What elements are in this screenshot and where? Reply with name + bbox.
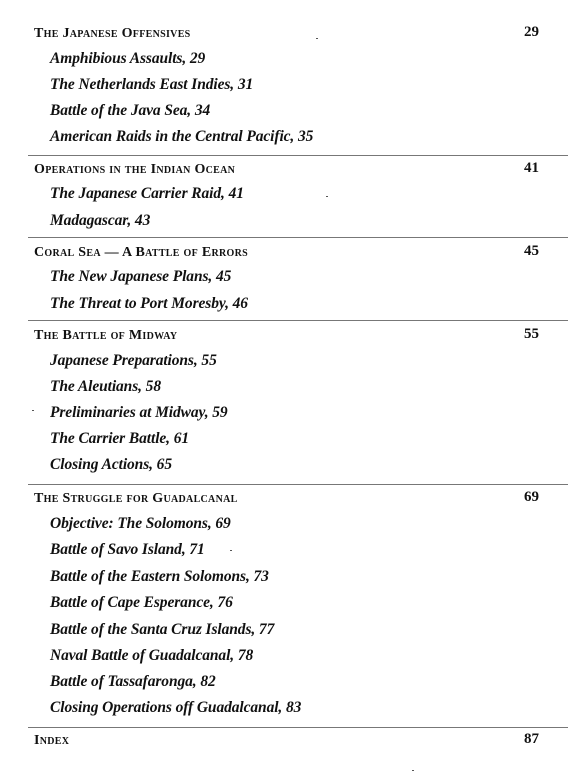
chapter-page-number: 41 [524, 160, 539, 176]
chapter-heading [34, 243, 539, 265]
scan-speck [316, 38, 318, 39]
chapter-title: The Battle of Midway [34, 328, 178, 343]
scan-speck [32, 410, 34, 411]
section-entry: Battle of Savo Island, 71 [50, 541, 205, 558]
chapter-title: The Struggle for Guadalcanal [34, 491, 238, 506]
section-divider [28, 155, 568, 156]
section-entry: Naval Battle of Guadalcanal, 78 [50, 647, 254, 664]
section-divider [28, 237, 568, 238]
section-entry: The Netherlands East Indies, 31 [50, 76, 254, 93]
section-entry: Objective: The Solomons, 69 [50, 515, 231, 532]
section-entry: Madagascar, 43 [50, 212, 151, 229]
section-entry: American Raids in the Central Pacific, 35 [50, 128, 314, 145]
chapter-page-number: 29 [524, 24, 539, 40]
section-entry: Closing Actions, 65 [50, 456, 172, 473]
section-entry: Battle of Cape Esperance, 76 [50, 594, 233, 611]
section-divider [28, 727, 568, 728]
section-entry: Closing Operations off Guadalcanal, 83 [50, 699, 302, 716]
section-entry: The New Japanese Plans, 45 [50, 268, 232, 285]
scan-speck [230, 550, 232, 551]
chapter-heading [34, 160, 539, 182]
section-entry: The Carrier Battle, 61 [50, 430, 190, 447]
chapter-heading [34, 24, 539, 46]
chapter-page-number: 87 [524, 731, 539, 747]
section-divider [28, 320, 568, 321]
scan-speck [326, 196, 328, 197]
chapter-page-number: 55 [524, 326, 539, 342]
chapter-page-number: 69 [524, 489, 539, 505]
chapter-title: The Japanese Offensives [34, 26, 191, 41]
chapter-title: Operations in the Indian Ocean [34, 162, 236, 177]
section-entry: The Japanese Carrier Raid, 41 [50, 185, 244, 202]
section-entry: Amphibious Assaults, 29 [50, 50, 206, 67]
section-divider [28, 484, 568, 485]
section-entry: Battle of Tassafaronga, 82 [50, 673, 216, 690]
chapter-heading [34, 731, 539, 753]
section-entry: The Threat to Port Moresby, 46 [50, 295, 248, 312]
section-entry: The Aleutians, 58 [50, 378, 161, 395]
chapter-title: Index [34, 733, 70, 748]
chapter-page-number: 45 [524, 243, 539, 259]
section-entry: Preliminaries at Midway, 59 [50, 404, 228, 421]
chapter-heading [34, 326, 539, 348]
chapter-title: Coral Sea — A Battle of Errors [34, 245, 248, 260]
section-entry: Japanese Preparations, 55 [50, 352, 217, 369]
chapter-heading [34, 489, 539, 511]
section-entry: Battle of the Eastern Solomons, 73 [50, 568, 269, 585]
section-entry: Battle of the Java Sea, 34 [50, 102, 211, 119]
scan-speck [412, 770, 414, 771]
section-entry: Battle of the Santa Cruz Islands, 77 [50, 621, 275, 638]
